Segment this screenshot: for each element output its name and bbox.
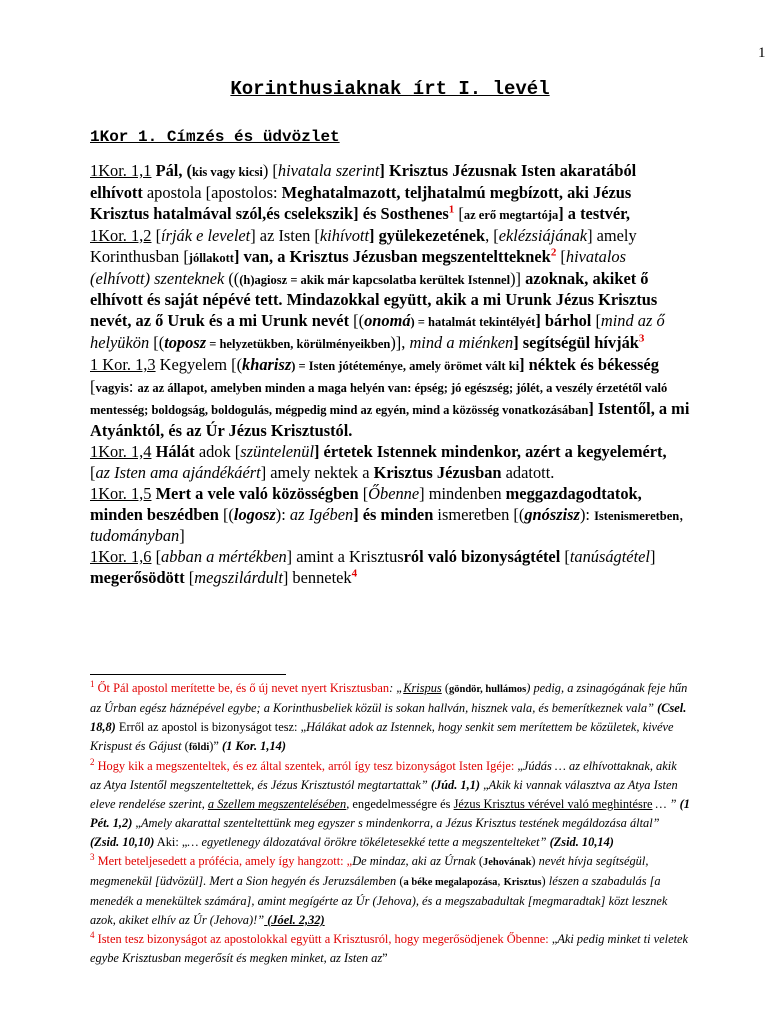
text-run: Jézus Krisztus vérével való meghintésre xyxy=(453,797,653,811)
text-run: [ xyxy=(454,203,464,223)
text-run: [ xyxy=(591,311,601,331)
text-run: ] amely Korinthusban [ xyxy=(90,225,637,266)
text-run: tudományban xyxy=(90,526,180,546)
text-run: Aki: „ xyxy=(154,835,188,849)
text-run: (Zsid. 10,14) xyxy=(546,835,614,849)
text-run: Mert a vele való közösségben xyxy=(155,483,359,503)
text-run: azoknak, akiket ő elhívott és saját népévé tett. Mindazokkal együtt, akik a mi Urunk Jézus Krisztus nevét, az ő Uruk és a mi Urunk nevét xyxy=(90,268,658,331)
text-run: Aki pedig minket ti veletek egybe Krisztusban megerősít és megken minket, az Isten az xyxy=(90,932,689,965)
text-run: [ xyxy=(90,377,96,397)
footnote-separator xyxy=(90,674,286,675)
footnote-text xyxy=(90,678,688,753)
text-run: ): xyxy=(275,504,290,524)
text-run: megerősödött xyxy=(90,568,185,588)
text-run: ] az Isten [ xyxy=(250,225,320,245)
text-run: a béke megalapozása xyxy=(403,877,498,888)
text-run: )” xyxy=(209,739,219,753)
text-run: [ xyxy=(90,462,96,482)
text-run: )] xyxy=(510,268,526,288)
text-run: Mert beteljesedett a prófécia, amely így hangzott: „ xyxy=(94,854,353,868)
footnote-marker: 1 xyxy=(448,203,455,216)
text-run: az az állapot, amelyben minden a maga helyén van: épség; jó egészség; jólét, a veszély érzetétől való mentesség; boldogság, boldogulás, mégpedig mind az egyén, mind a közösség vonatkozásában xyxy=(90,381,668,417)
text-run: írják e levelet xyxy=(161,225,251,245)
text-run: lészen a szabadulás [a menedék a menekültek számára], amint megígérte az Úr (Jehova), és a megszabadultak [megmaradtak] közt lesznek azok, akiket elhív az Úr (Jehova)!” xyxy=(90,874,668,927)
footnote-number: 4 xyxy=(90,929,95,940)
text-run: : „ xyxy=(389,681,404,695)
text-run: = helyzetükben, körülményeikben xyxy=(206,337,391,352)
footnote xyxy=(90,930,690,968)
text-run: Krispus xyxy=(403,681,442,695)
text-run: hivatala szerint xyxy=(277,161,380,180)
text-run: … ” xyxy=(652,797,677,811)
text-run: [( xyxy=(149,333,165,353)
text-run: ] xyxy=(179,526,185,546)
text-run: az erő megtartója xyxy=(463,207,559,222)
text-run: ) xyxy=(526,681,531,695)
footnote-number: 1 xyxy=(90,678,95,689)
footnotes xyxy=(90,679,690,968)
text-run: [ xyxy=(358,483,369,503)
text-run: … egyetlenegy áldozatával örökre tökéletesekké tette a megszentelteket” xyxy=(187,835,547,849)
verse-paragraph xyxy=(90,484,690,548)
text-run: (Csel. 18,8) xyxy=(90,701,687,734)
text-run: , [ xyxy=(485,225,499,245)
text-run: göndör, hullámos xyxy=(449,684,527,695)
footnote-marker: 2 xyxy=(550,246,557,259)
text-run: Hogy kik a megszenteltek, és ez által szentek, arról így tesz bizonyságot Isten Igéje: xyxy=(94,759,515,773)
text-run: az Igében xyxy=(289,504,354,524)
text-run: jóllakott xyxy=(188,250,234,265)
text-run: Hálát xyxy=(155,441,195,461)
text-run: Meghatalmazott, teljhatalmú megbízott, aki Jézus Krisztus hatalmával szól,és cselekszik] xyxy=(90,182,632,223)
document-title: Korinthusiaknak írt I. levél xyxy=(230,78,550,100)
text-run: abban a mértékben xyxy=(161,547,287,567)
text-run: ( xyxy=(396,874,404,888)
text-run: „ xyxy=(480,778,489,792)
text-run: (1 Pét. 1,2) xyxy=(90,797,690,830)
verse-text xyxy=(90,355,689,440)
text-run: Krisztus xyxy=(503,877,542,888)
text-run: a Szellem megszentelésében xyxy=(207,797,347,811)
text-run: ] és minden xyxy=(353,504,434,524)
footnote-number: 3 xyxy=(90,851,95,862)
text-run: ) xyxy=(541,874,549,888)
text-run: ] xyxy=(649,547,656,567)
verse-body xyxy=(90,161,690,589)
verse-reference: 1Kor. 1,4 xyxy=(90,441,152,461)
text-run: ] Istentől, a mi Atyánktól, és az Úr Jézus Krisztustól. xyxy=(90,398,690,440)
text-run: (Júd. 1,1) xyxy=(427,778,481,792)
page-number: 1 xyxy=(758,45,766,61)
verse-reference: 1Kor. 1,6 xyxy=(90,547,152,567)
text-run: [ xyxy=(151,547,162,567)
text-run: kharisz xyxy=(242,355,292,375)
verse-text xyxy=(90,547,655,587)
text-run: ) [ xyxy=(262,161,278,180)
verse-paragraph xyxy=(90,161,690,226)
text-run: Istenismeretben xyxy=(594,508,680,523)
footnote-text xyxy=(90,756,690,849)
footnote-marker: 3 xyxy=(638,332,645,345)
text-run: Amely akarattal szenteltettünk meg egyszer s mindenkorra, a Jézus Krisztus testének megáldozása által” xyxy=(140,816,660,830)
text-run: ) xyxy=(531,854,539,868)
verse-reference: 1Kor. 1,5 xyxy=(90,483,152,503)
text-run: apostola [apostolos: xyxy=(142,182,282,202)
text-run: hivatalos (elhívott) szenteknek xyxy=(90,246,626,288)
section-heading: 1Kor 1. Címzés és üdvözlet xyxy=(90,128,340,146)
text-run: [ xyxy=(151,225,162,245)
text-run: és Sosthenes xyxy=(358,203,449,223)
text-run: ] van, a Krisztus Jézusban megszenteltteknek xyxy=(233,246,551,266)
text-run: „ xyxy=(514,759,523,773)
text-run: De mindaz, aki az Úrnak xyxy=(352,854,476,868)
text-run: ] mindenben xyxy=(419,483,506,503)
text-run: ] amely nektek a xyxy=(260,462,374,482)
text-run: (Zsid. 10,10) xyxy=(90,835,155,849)
text-run: „ xyxy=(548,932,558,946)
text-run: ): xyxy=(579,504,595,524)
text-run: ( xyxy=(475,854,483,868)
text-run: Jehovának xyxy=(482,857,532,868)
text-run: Pál xyxy=(155,161,179,180)
text-run: Júdás … az elhívottaknak, akik az Atya Istentől megszenteltettek, és Jézus Krisztustól megtartattak” xyxy=(90,759,677,792)
footnote xyxy=(90,679,690,757)
footnote-number: 2 xyxy=(90,756,95,767)
text-run: ” xyxy=(382,951,388,965)
text-run: toposz xyxy=(164,333,207,353)
text-run: ] Krisztus Jézusnak Isten akaratából elhívott xyxy=(90,161,637,202)
text-run: ] néktek és békesség xyxy=(519,355,659,375)
text-run: ] bárhol xyxy=(535,311,592,331)
verse-paragraph xyxy=(90,226,690,355)
text-run: ] gyülekezetének xyxy=(369,225,486,245)
verse-paragraph xyxy=(90,355,690,442)
text-run: vagyis xyxy=(95,381,129,396)
verse-paragraph xyxy=(90,442,690,484)
text-run: [ xyxy=(560,547,570,567)
verse-reference: 1Kor. 1,2 xyxy=(90,225,152,245)
text-run: ] a testvér, xyxy=(558,203,631,223)
text-run: (( xyxy=(224,268,240,288)
text-run: pedig, a zsinagógának feje hűn az Úrban egész háznépével egybe; a Korinthusbeliek közül is sokan hallván, hisznek vala, és bemerítkeznek vala” xyxy=(90,681,688,715)
text-run: : xyxy=(128,377,138,397)
text-run: ] bennetek xyxy=(282,568,352,588)
footnote-text xyxy=(90,851,668,927)
text-run: Hálákat adok az Istennek, hogy senkit sem merítettem be közületek, kivéve Krispust és Gájust xyxy=(90,720,674,753)
text-run: Őbenne xyxy=(368,483,420,503)
text-run: adatott. xyxy=(501,462,555,482)
text-run: meggazdagodtatok, minden beszédben xyxy=(90,483,642,524)
verse-text xyxy=(90,484,683,546)
text-run: ( xyxy=(181,739,189,753)
text-run: Erről az apostol is bizonyságot tesz: „ xyxy=(115,720,307,734)
text-run: földi xyxy=(188,742,210,753)
verse-text xyxy=(90,442,667,482)
text-run: eklézsiájának xyxy=(498,225,588,245)
verse-paragraph xyxy=(90,547,690,589)
text-run: , xyxy=(497,874,504,888)
text-run: kihívott xyxy=(319,225,370,245)
text-run: ról való bizonyságtétel xyxy=(403,547,561,567)
text-run: (Jóel. 2,32) xyxy=(264,913,325,927)
text-run: kis vagy kicsi xyxy=(192,165,263,179)
text-run: ] értetek Istennek mindenkor, azért a kegyelemért, xyxy=(314,441,667,461)
text-run: (h)agiosz xyxy=(239,272,288,287)
text-run: gnószisz xyxy=(524,504,580,524)
text-run: (1 Kor. 1,14) xyxy=(218,739,286,753)
text-run: [( xyxy=(349,311,365,331)
text-run: )], xyxy=(390,333,410,353)
text-run: ( xyxy=(441,681,449,695)
text-run: ismeretben [( xyxy=(433,504,525,524)
text-run: mind a miénken xyxy=(409,333,514,353)
text-run: szüntelenül xyxy=(240,441,314,461)
text-run: ) = Isten jótéteménye, amely örömet vált ki xyxy=(291,359,520,374)
text-run: ] segítségül hívják xyxy=(513,333,639,353)
text-run: Krisztus Jézusban xyxy=(373,462,502,482)
verse-text xyxy=(90,161,636,223)
text-run: Őt Pál apostol merítette be, és ő új nevet nyert Krisztusban xyxy=(94,681,390,695)
text-run: [ xyxy=(556,246,566,266)
text-run: adok [ xyxy=(194,441,241,461)
footnote xyxy=(90,757,690,852)
text-run: ] amint a Krisztus xyxy=(286,547,404,567)
text-run: ) = hatalmát tekintélyét xyxy=(410,315,536,330)
verse-reference: 1Kor. 1,1 xyxy=(90,161,152,180)
text-run: tanúságtétel xyxy=(569,547,650,567)
text-run: = akik már kapcsolatba kerültek Istennel xyxy=(287,272,511,287)
text-run: [ xyxy=(184,568,195,588)
text-run: nevét hívja segítségül, megmenekül [üdvözül]. Mert a Sion hegyén és Jeruzsálemben xyxy=(90,854,649,888)
text-run: Isten tesz bizonyságot az apostolokkal együtt a Krisztusról, hogy megerősödjenek Őbenne: xyxy=(94,932,549,946)
text-run: Kegyelem [( xyxy=(155,355,243,375)
text-run: , xyxy=(679,504,684,524)
footnote-text xyxy=(90,929,689,965)
footnote-marker: 4 xyxy=(351,567,358,580)
verse-text xyxy=(90,226,665,353)
verse-reference: 1 Kor. 1,3 xyxy=(90,355,156,375)
text-run: Akik ki vannak választva az Atya Isten eleve rendelése szerint, xyxy=(90,778,678,811)
text-run: onomá xyxy=(364,311,411,331)
footnote xyxy=(90,852,690,930)
text-run: [( xyxy=(218,504,234,524)
text-run: megszilárdult xyxy=(194,568,283,588)
text-run: mind az ő helyükön xyxy=(90,311,665,353)
text-run: az Isten ama ajándékáért xyxy=(95,462,261,482)
text-run: , ( xyxy=(178,161,192,180)
text-run: , engedelmességre és xyxy=(346,797,454,811)
text-run: logosz xyxy=(233,504,276,524)
text-run: „ xyxy=(132,816,141,830)
